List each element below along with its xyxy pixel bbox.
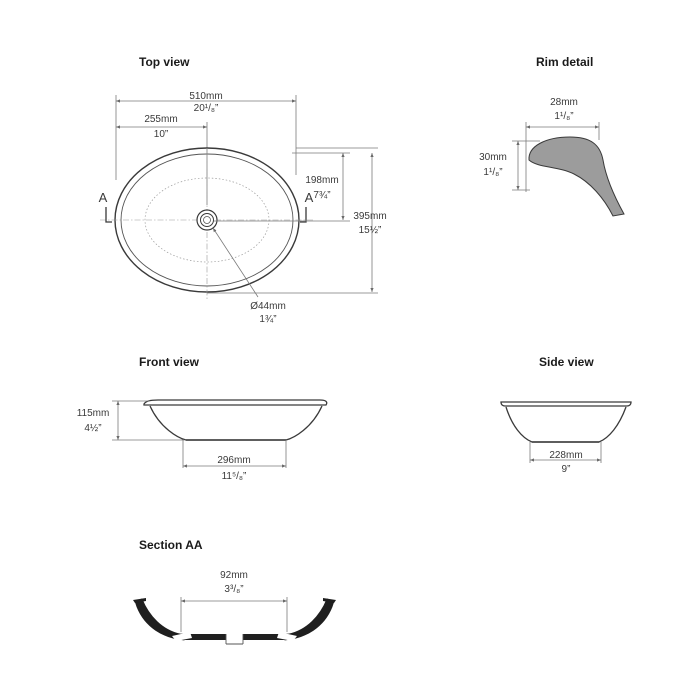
dim-section-opening-in: 3³/₈” [224,584,244,595]
front-view [77,355,327,482]
dim-side-base-mm: 228mm [549,450,583,461]
section-aa-title: Section AA [139,538,203,552]
dim-front-height-in: 4½” [84,423,102,434]
section-right-wall [285,599,334,640]
dim-section-opening-mm: 92mm [220,570,248,581]
front-view-title: Front view [139,355,200,369]
side-view [501,355,631,475]
front-bowl-outline [150,406,322,440]
side-bowl-outline [506,407,626,442]
rim-detail-view [479,55,624,216]
rim-detail-title: Rim detail [536,55,594,69]
top-view-title: Top view [139,55,190,69]
dim-half-width-mm: 255mm [144,114,178,125]
dim-front-base-mm: 296mm [217,455,251,466]
section-left-wall [135,599,184,640]
dim-depth-mm: 395mm [353,211,387,222]
dim-rim-height-in: 1¹/₈” [483,167,503,178]
dim-width-in: 20¹/₈” [193,103,219,114]
drain-hole [204,217,211,224]
dim-rim-width-mm: 28mm [550,97,578,108]
dim-drain-mm: Ø44mm [250,301,286,312]
top-view [99,55,387,325]
section-mark-left: A [98,190,108,205]
dim-front-height-mm: 115mm [76,408,110,419]
dim-half-depth-mm: 198mm [305,175,339,186]
section-mark-right: A [304,190,314,205]
dim-drain-in: 1¾” [259,314,277,325]
dim-half-width-in: 10” [153,129,169,140]
dim-half-depth-in: 7¾” [313,190,331,201]
dim-front-base-in: 11⁵/₈” [221,471,247,482]
front-rim [144,400,327,405]
dim-side-base-in: 9” [561,464,571,475]
dim-depth-in: 15½” [358,225,382,236]
rim-profile-shape [529,137,624,216]
side-view-title: Side view [539,355,594,369]
dim-width-mm: 510mm [189,91,223,102]
dim-rim-height-mm: 30mm [479,152,507,163]
section-aa-view [133,538,336,644]
dim-rim-width-in: 1¹/₈” [554,111,574,122]
leader-drain [213,228,258,297]
side-rim [501,402,631,406]
